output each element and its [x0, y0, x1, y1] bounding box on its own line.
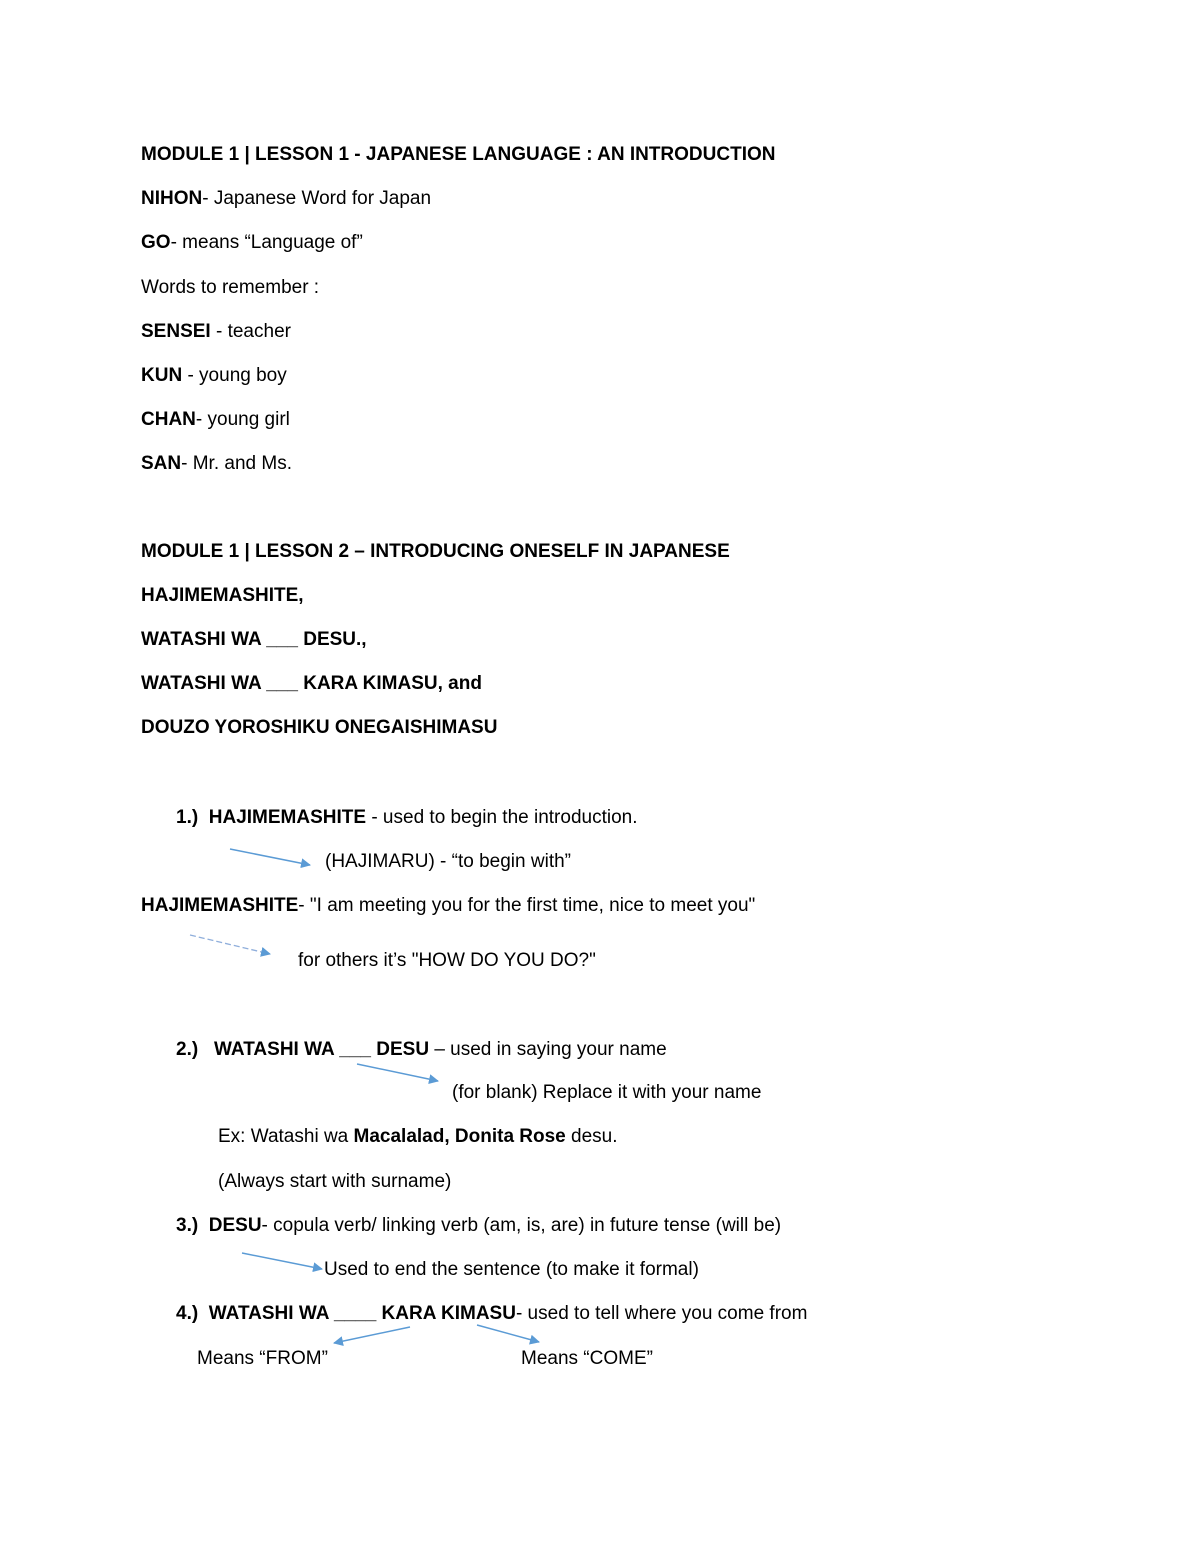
term-definition: - Japanese Word for Japan — [202, 188, 432, 209]
item-term: WATASHI WA ____ KARA KIMASU — [208, 1303, 516, 1324]
item3-note: Used to end the sentence (to make it formal) — [324, 1259, 699, 1280]
term-definition: - young boy — [182, 365, 287, 386]
term-definition: - teacher — [210, 321, 291, 342]
lesson2-heading: MODULE 1 | LESSON 2 – INTRODUCING ONESELF IN JAPANESE — [141, 541, 730, 562]
term-definition: - young girl — [195, 409, 290, 430]
words-to-remember-label: Words to remember : — [141, 277, 320, 298]
item1-others: for others it’s "HOW DO YOU DO?" — [298, 950, 596, 971]
item4-line — [176, 1302, 807, 1326]
item-definition: - used to begin the introduction. — [366, 807, 638, 828]
item2-reminder: (Always start with surname) — [218, 1171, 452, 1192]
arrow-right-icon — [190, 935, 270, 954]
term-definition: - means “Language of” — [170, 232, 363, 253]
arrow-left-icon — [334, 1327, 410, 1343]
item-definition: – used in saying your name — [429, 1039, 667, 1060]
term-go — [141, 231, 363, 255]
item2-line — [176, 1038, 667, 1062]
item1-meaning — [141, 894, 755, 918]
phrase-hajimemashite: HAJIMEMASHITE, — [141, 585, 304, 606]
example-prefix: Ex: Watashi wa — [218, 1126, 354, 1147]
phrase-kara-kimasu: WATASHI WA ___ KARA KIMASU, and — [141, 673, 482, 694]
lesson1-heading: MODULE 1 | LESSON 1 - JAPANESE LANGUAGE : AN INTRODUCTION — [141, 144, 776, 165]
item-definition: - "I am meeting you for the first time, nice to meet you" — [298, 895, 756, 916]
example-suffix: desu. — [565, 1126, 618, 1147]
term-definition: - Mr. and Ms. — [181, 453, 292, 474]
item-number: 2.) — [176, 1039, 199, 1060]
term-nihon — [141, 187, 431, 211]
item-definition: - used to tell where you come from — [515, 1303, 808, 1324]
arrow-right-icon — [357, 1064, 438, 1081]
arrow-right-icon — [242, 1253, 322, 1269]
term-label: NIHON — [141, 188, 203, 209]
item-term: HAJIMEMASHITE — [208, 807, 367, 828]
item-term: DESU — [208, 1215, 262, 1236]
item4-come-note: Means “COME” — [521, 1348, 653, 1369]
item2-note: (for blank) Replace it with your name — [452, 1082, 762, 1103]
term-sensei — [141, 320, 291, 344]
item2-example — [218, 1125, 618, 1149]
item-definition: - copula verb/ linking verb (am, is, are) in future tense (will be) — [261, 1215, 782, 1236]
term-san — [141, 452, 292, 476]
item-number: 3.) — [176, 1215, 199, 1236]
term-label: GO — [141, 232, 171, 253]
term-label: CHAN — [141, 409, 196, 430]
item1-note: (HAJIMARU) - “to begin with” — [325, 851, 571, 872]
term-kun — [141, 364, 287, 388]
item3-line — [176, 1214, 781, 1238]
arrow-right-icon — [230, 849, 310, 865]
term-chan — [141, 408, 290, 432]
term-label: SAN — [141, 453, 182, 474]
item1-line — [176, 806, 638, 830]
item-term: WATASHI WA ___ DESU — [214, 1039, 430, 1060]
phrase-watashi-desu: WATASHI WA ___ DESU., — [141, 629, 367, 650]
phrase-douzo: DOUZO YOROSHIKU ONEGAISHIMASU — [141, 717, 498, 738]
item4-from-note: Means “FROM” — [197, 1348, 328, 1369]
item-number: 4.) — [176, 1303, 199, 1324]
term-label: SENSEI — [141, 321, 211, 342]
example-name: Macalalad, Donita Rose — [353, 1126, 566, 1147]
term-label: KUN — [141, 365, 183, 386]
item-number: 1.) — [176, 807, 199, 828]
arrow-right-icon — [477, 1325, 539, 1342]
item-term: HAJIMEMASHITE — [141, 895, 299, 916]
